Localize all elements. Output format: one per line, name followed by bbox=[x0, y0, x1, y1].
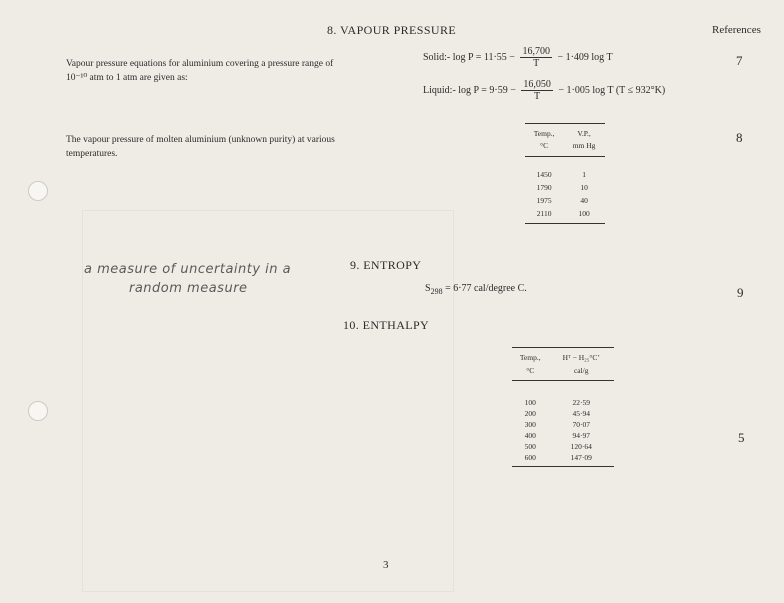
solid-eq-suffix: − 1·409 log T bbox=[557, 51, 613, 63]
vp-table-header-vp: V.P., bbox=[577, 129, 591, 138]
entropy-value: = 6·77 cal/degree C. bbox=[442, 283, 527, 294]
solid-denominator: T bbox=[520, 57, 552, 69]
table-cell: 2110 bbox=[536, 209, 552, 218]
table-cell: 147·09 bbox=[570, 453, 592, 462]
table-cell: 1790 bbox=[536, 183, 552, 192]
table-cell: 500 bbox=[524, 442, 536, 451]
enthalpy-table-unit-temp: °C bbox=[526, 366, 535, 375]
liquid-numerator: 16,050 bbox=[523, 79, 551, 90]
references-label: References bbox=[712, 24, 761, 36]
reference-number-5: 5 bbox=[738, 430, 745, 445]
table-cell: 1 bbox=[582, 170, 586, 179]
table-cell: 70·07 bbox=[572, 420, 590, 429]
binder-hole-upper bbox=[28, 181, 48, 201]
enthalpy-table-unit-h: cal/g bbox=[573, 366, 589, 375]
page-number: 3 bbox=[383, 559, 389, 571]
table-cell: 600 bbox=[524, 453, 536, 462]
enthalpy-table-header-h: Hᵀ − H₂₅°C’ bbox=[562, 353, 600, 362]
solid-eq-prefix: Solid:- log P = 11·55 − bbox=[423, 51, 515, 63]
section-title-vapour-pressure: 8. VAPOUR PRESSURE bbox=[327, 23, 457, 37]
table-cell: 1450 bbox=[536, 170, 552, 179]
handwritten-note-line-2: random measure bbox=[129, 281, 248, 296]
table-cell: 1975 bbox=[536, 196, 552, 205]
table-cell: 10 bbox=[580, 183, 588, 192]
table-cell: 120·64 bbox=[570, 442, 592, 451]
vp-table-unit-temp: °C bbox=[540, 141, 549, 150]
table-cell: 100 bbox=[578, 209, 590, 218]
liquid-equation bbox=[423, 79, 665, 102]
reference-number-8: 8 bbox=[736, 130, 743, 145]
table-cell: 40 bbox=[580, 196, 588, 205]
liquid-denominator: T bbox=[521, 90, 553, 102]
table-cell: 100 bbox=[524, 398, 536, 407]
reference-number-7: 7 bbox=[736, 53, 743, 68]
binder-hole-lower bbox=[28, 401, 48, 421]
entropy-subscript: 298 bbox=[430, 287, 443, 296]
solid-fraction bbox=[520, 46, 552, 69]
solid-numerator: 16,700 bbox=[522, 46, 550, 57]
vapour-intro-text: Vapour pressure equations for aluminium covering a pressure range of 10⁻¹⁰ atm to 1 atm are given as: bbox=[66, 59, 334, 83]
enthalpy-table bbox=[512, 347, 614, 467]
reference-number-9: 9 bbox=[737, 285, 744, 300]
table-cell: 94·97 bbox=[572, 431, 590, 440]
molten-aluminium-text: The vapour pressure of molten aluminium (unknown purity) at various temperatures. bbox=[66, 135, 335, 159]
section-title-entropy: 9. ENTROPY bbox=[350, 258, 422, 272]
vp-table-unit-vp: mm Hg bbox=[572, 141, 596, 150]
section-title-enthalpy: 10. ENTHALPY bbox=[343, 318, 430, 332]
table-cell: 300 bbox=[524, 420, 536, 429]
vp-table-header-temp: Temp., bbox=[533, 129, 555, 138]
table-cell: 45·94 bbox=[572, 409, 590, 418]
entropy-formula bbox=[425, 283, 527, 296]
handwritten-note bbox=[84, 262, 291, 297]
vapour-pressure-table bbox=[525, 123, 605, 224]
liquid-fraction bbox=[521, 79, 553, 102]
enthalpy-table-header-temp: Temp., bbox=[519, 353, 541, 362]
handwritten-note-line-1: a measure of uncertainty in a bbox=[84, 262, 292, 277]
liquid-eq-prefix: Liquid:- log P = 9·59 − bbox=[423, 84, 516, 96]
liquid-eq-suffix: − 1·005 log T (T ≤ 932°K) bbox=[558, 84, 666, 96]
table-cell: 400 bbox=[524, 431, 536, 440]
table-cell: 200 bbox=[524, 409, 536, 418]
entropy-symbol: S bbox=[425, 283, 431, 294]
table-cell: 22·59 bbox=[572, 398, 590, 407]
solid-equation bbox=[423, 46, 613, 69]
